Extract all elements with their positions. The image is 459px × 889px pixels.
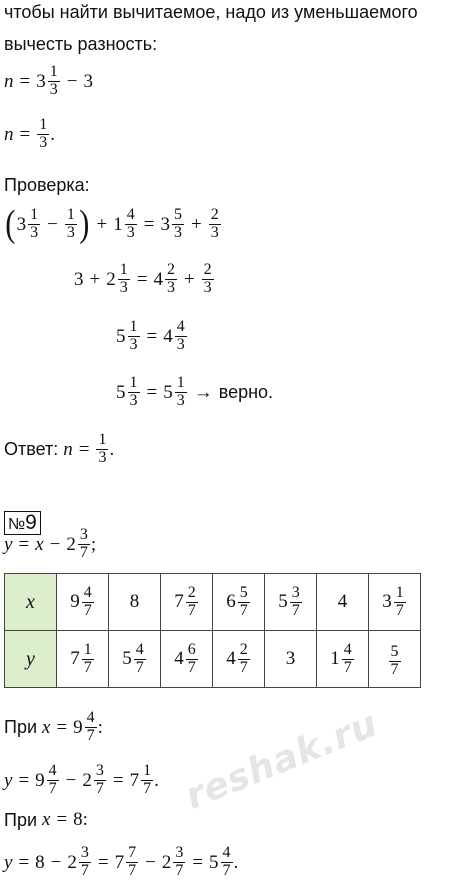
table-cell: 7 $\frac{2}{7}$ [161, 574, 213, 631]
case-2-header: При x = 8 : [4, 809, 88, 830]
table-cell: 8 [109, 574, 161, 631]
case-2-calculation: y = 8 − 2 $\frac{3}{7}$ = 7 $\frac{7}{7}$ − 2 $\frac{3}{7}$ = 5 $\frac{4}{7}$ . [4, 844, 239, 879]
check-row-1: ( 3 $\frac{1}{3}$ − $\frac{1}{3}$ ) + 1 $\frac{4}{3}$ = 3 $\frac{5}{3}$ + $\frac{2}{3}$ [5, 203, 219, 245]
table-row-x [5, 574, 421, 631]
equation-n-2: n = $\frac{1}{3}$ . [4, 116, 55, 151]
task-number-badge: №9 [4, 511, 41, 535]
table-cell: 4 [317, 574, 369, 631]
table-cell: 4 $\frac{2}{7}$ [213, 631, 265, 688]
check-row-3: 5 $\frac{1}{3}$ = 4 $\frac{4}{3}$ [116, 318, 185, 353]
table-row-y [5, 631, 421, 688]
check-label: Проверка: [4, 175, 90, 195]
table-cell: 1 $\frac{4}{7}$ [317, 631, 369, 688]
table-cell: 4 $\frac{6}{7}$ [161, 631, 213, 688]
case-1-calculation: y = 9 $\frac{4}{7}$ − 2 $\frac{3}{7}$ = 7 $\frac{1}{7}$ . [4, 762, 159, 797]
case-1-header: При x = 9 $\frac{4}{7}$ : [4, 709, 103, 744]
table-cell: 7 $\frac{1}{7}$ [57, 631, 109, 688]
function-equation: y = x − 2 $\frac{3}{7}$ ; [4, 526, 97, 561]
table-header-y: y [5, 631, 57, 688]
table-cell: 9 $\frac{4}{7}$ [57, 574, 109, 631]
fraction: $\frac{1}{3}$ [49, 63, 58, 98]
equation-n-1: n = 3 $\frac{1}{3}$ − 3 [4, 63, 93, 98]
table-cell: 5 $\frac{4}{7}$ [109, 631, 161, 688]
watermark: reshak.ru [179, 703, 384, 818]
intro-line-2: вычесть разность: [4, 34, 158, 54]
answer-line: Ответ: n = $\frac{1}{3}$ . [4, 431, 115, 466]
table-cell: 6 $\frac{5}{7}$ [213, 574, 265, 631]
check-row-2: 3 + 2 $\frac{1}{3}$ = 4 $\frac{2}{3}$ + $\frac{2}{3}$ [74, 261, 212, 296]
table-cell: $\frac{5}{7}$ [369, 631, 421, 688]
intro-line-1: чтобы найти вычитаемое, надо из уменьшаемого [4, 2, 418, 22]
check-row-4: 5 $\frac{1}{3}$ = 5 $\frac{1}{3}$ → верно. [116, 374, 274, 409]
table-cell: 5 $\frac{3}{7}$ [265, 574, 317, 631]
table-header-x: x [5, 574, 57, 631]
table-cell: 3 $\frac{1}{7}$ [369, 574, 421, 631]
fraction: $\frac{1}{3}$ [39, 116, 48, 151]
table-cell: 3 [265, 631, 317, 688]
values-table [4, 573, 421, 688]
